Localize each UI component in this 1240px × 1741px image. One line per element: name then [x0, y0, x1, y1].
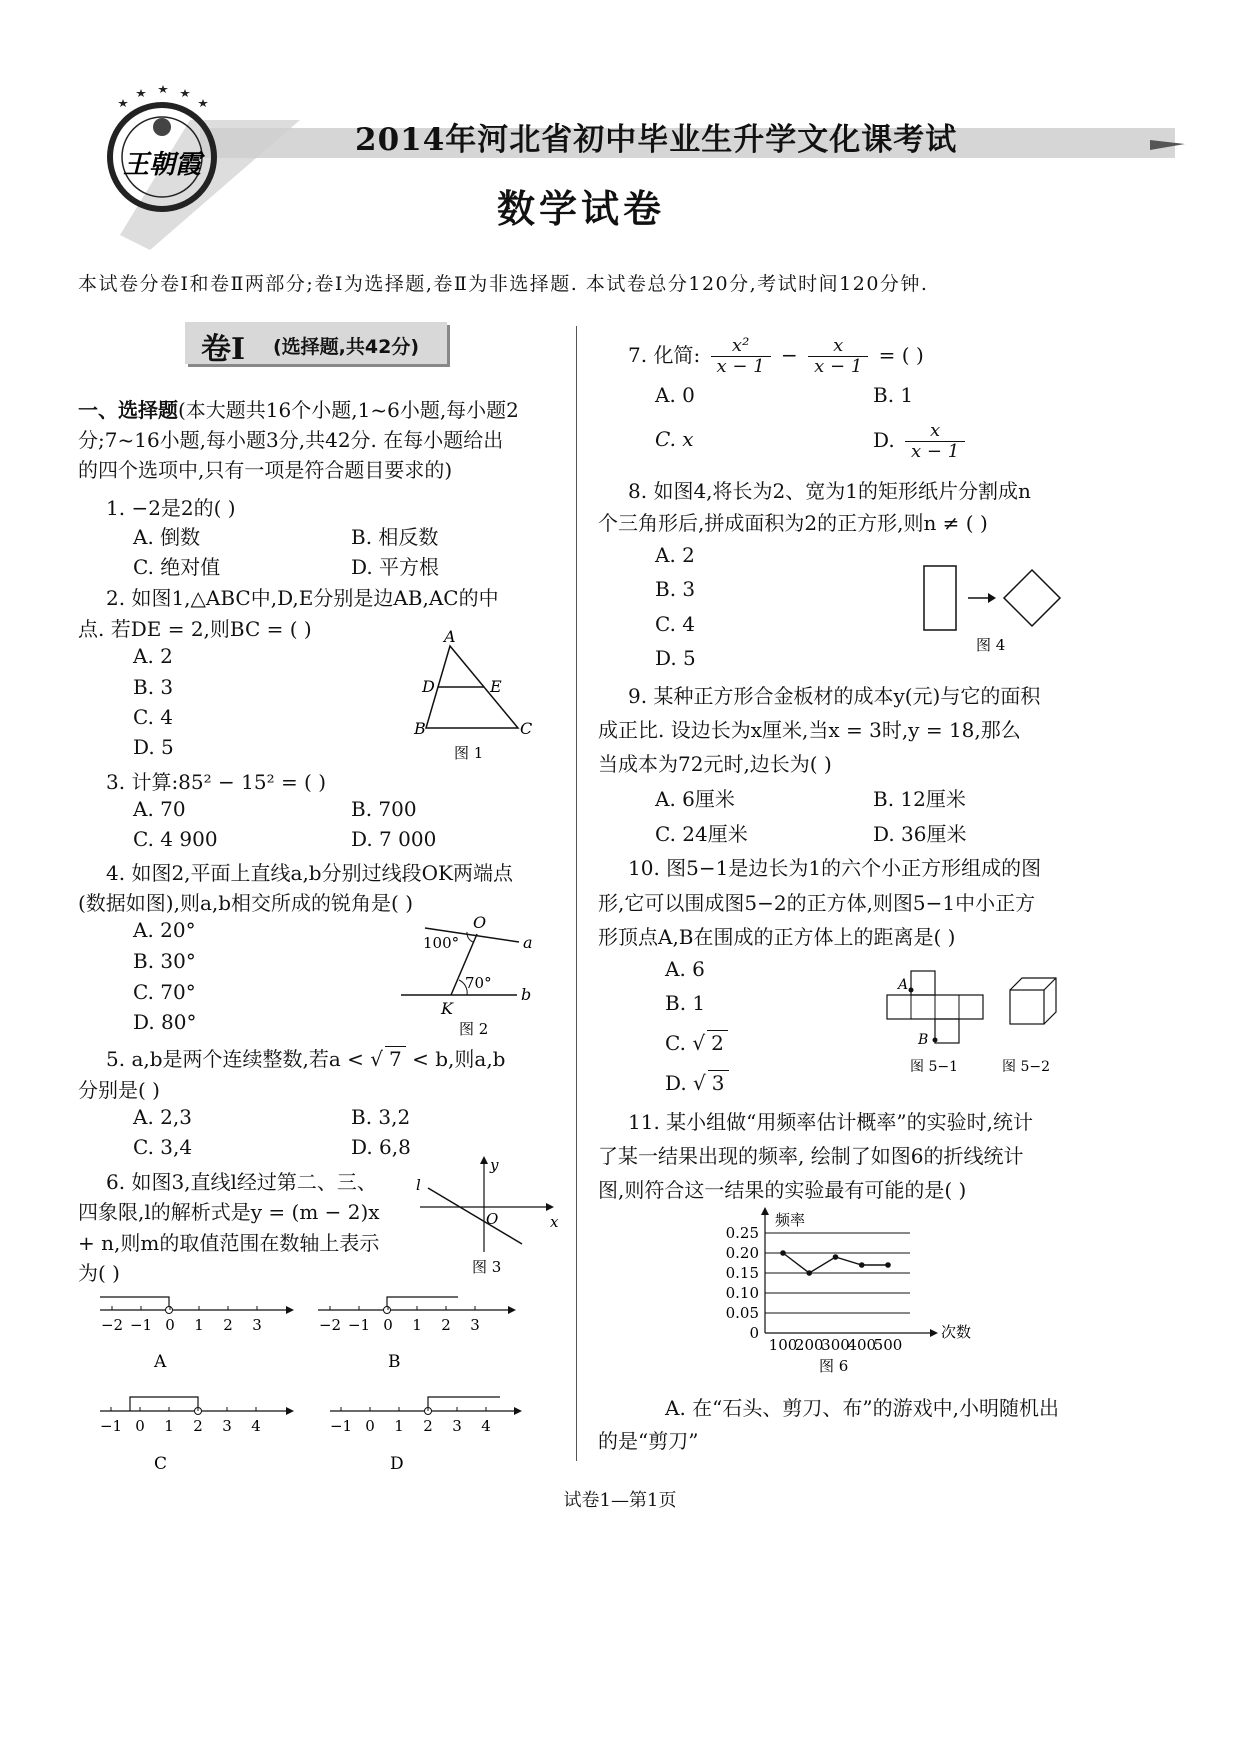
q10-option-c-label: C.: [665, 1031, 686, 1055]
q4-option-c[interactable]: C. 70°: [133, 980, 196, 1004]
fig2-caption: 图 2: [459, 1020, 489, 1038]
fig1-label-d: D: [422, 677, 435, 696]
q11-stem-2: 了某一结果出现的频率, 绘制了如图6的折线统计: [598, 1144, 1024, 1168]
q7-stem-pre: 7. 化简:: [628, 343, 701, 367]
chart-x-tick-label: 200: [794, 1336, 824, 1354]
q5-option-d[interactable]: D. 6,8: [351, 1135, 411, 1159]
q2-stem-2: 点. 若DE = 2,则BC = ( ): [78, 617, 312, 641]
q3-option-c[interactable]: C. 4 900: [133, 827, 218, 851]
number-line-b-tick-label: 0: [383, 1316, 393, 1334]
number-line-d[interactable]: [330, 1397, 522, 1415]
fig3-label-o: O: [486, 1210, 499, 1228]
q10-option-d-radicand: 3: [708, 1070, 729, 1095]
column-divider: [576, 326, 577, 1461]
chart-x-tick-label: 500: [873, 1336, 903, 1354]
q5-stem-post: < b,则a,b: [412, 1047, 506, 1071]
q5-option-a[interactable]: A. 2,3: [133, 1105, 192, 1129]
number-line-b-tick-label: 1: [412, 1316, 422, 1334]
number-line-c-tick-label: 1: [164, 1417, 174, 1435]
part-desc-2: 分;7~16小题,每小题3分,共42分. 在每小题给出: [78, 428, 504, 452]
number-line-a-tick-label: 3: [252, 1316, 262, 1334]
fig3-caption: 图 3: [472, 1258, 502, 1276]
fig2-label-o: O: [473, 913, 487, 932]
q8-option-d[interactable]: D. 5: [655, 646, 696, 670]
number-line-b-tick-label: 3: [470, 1316, 480, 1334]
q7-stem: [628, 333, 924, 377]
section-banner: [185, 322, 447, 367]
chart-x-tick-label: 100: [768, 1336, 798, 1354]
chart-data-point: [885, 1262, 891, 1268]
chart-y-label: 频率: [775, 1211, 806, 1229]
number-line-d-tick-label: 0: [365, 1417, 375, 1435]
number-line-a-tick-label: 2: [223, 1316, 233, 1334]
q7-option-b[interactable]: B. 1: [873, 383, 914, 407]
q3-option-a[interactable]: A. 70: [133, 797, 186, 821]
number-line-b-tick-label: 2: [441, 1316, 451, 1334]
part-desc-1: (本大题共16个小题,1~6小题,每小题2: [178, 398, 519, 422]
q8-option-a[interactable]: A. 2: [655, 543, 695, 567]
chart-y-axis-arrow: [761, 1207, 769, 1215]
q5-stem-2: 分别是( ): [78, 1078, 160, 1102]
fig3-label-x: x: [550, 1213, 559, 1231]
q7-option-d-label: D.: [873, 428, 895, 452]
number-line-b-tick-label: −1: [347, 1316, 371, 1334]
sqrt-sign: √: [370, 1047, 384, 1071]
q7-fraction-1: $\frac{\text{x²}}{x - 1}$: [711, 336, 771, 377]
number-line-b[interactable]: [318, 1297, 516, 1314]
q10-option-c[interactable]: [665, 1030, 728, 1055]
q7-option-c[interactable]: C. x: [655, 427, 694, 451]
chart-y-tick-label: 0.15: [725, 1264, 759, 1282]
logo-seal: [100, 85, 225, 215]
chart-title: 图 6: [819, 1357, 849, 1375]
q7-option-d[interactable]: [873, 418, 969, 462]
q1-option-b[interactable]: B. 相反数: [351, 525, 439, 549]
fig5-label-a: A: [898, 977, 909, 993]
number-line-a[interactable]: [100, 1297, 294, 1314]
chart-data-point: [859, 1262, 865, 1268]
section-subtitle: (选择题,共42分): [273, 336, 420, 358]
q7-minus: −: [781, 343, 798, 367]
q2-option-d[interactable]: D. 5: [133, 735, 174, 759]
q5-stem-1: [106, 1043, 505, 1072]
q6-stem-1: 6. 如图3,直线l经过第二、三、: [106, 1170, 377, 1194]
svg-text:王朝霞: 王朝霞: [122, 150, 202, 180]
chart-x-label: 次数: [941, 1323, 972, 1341]
q9-option-c[interactable]: C. 24厘米: [655, 822, 748, 846]
fig1-label-c: C: [520, 719, 533, 738]
page-footer: 试卷1—第1页: [563, 1490, 677, 1511]
q4-option-d[interactable]: D. 80°: [133, 1010, 197, 1034]
q1-option-c[interactable]: C. 绝对值: [133, 555, 221, 579]
q3-option-d[interactable]: D. 7 000: [351, 827, 437, 851]
q10-stem-3: 形顶点A,B在围成的正方体上的距离是( ): [598, 925, 956, 949]
figure-6-line-chart: [715, 1205, 1015, 1375]
logo-seal-icon: [100, 85, 225, 215]
q2-option-b[interactable]: B. 3: [133, 675, 174, 699]
q6-stem-3: + n,则m的取值范围在数轴上表示: [78, 1231, 380, 1255]
chart-data-point: [833, 1254, 839, 1260]
section-title: 卷Ⅰ: [201, 332, 246, 367]
q11-stem-3: 图,则符合这一结果的实验最有可能的是( ): [598, 1178, 967, 1202]
q2-option-c[interactable]: C. 4: [133, 705, 174, 729]
fig5-1-caption: 图 5−1: [910, 1059, 958, 1075]
q11-option-a-line-2[interactable]: 的是“剪刀”: [598, 1429, 699, 1453]
number-line-a-tick-label: 1: [194, 1316, 204, 1334]
q6-stem-2: 四象限,l的解析式是y = (m − 2)x: [78, 1200, 380, 1224]
number-line-c-tick-label: 0: [135, 1417, 145, 1435]
part-desc-3: 的四个选项中,只有一项是符合题目要求的): [78, 458, 453, 482]
number-line-d-tick-label: 2: [423, 1417, 433, 1435]
figure-1-triangle: [410, 628, 540, 768]
q6-option-c-label: C: [154, 1454, 168, 1474]
fig1-caption: 图 1: [454, 744, 484, 762]
number-line-c-tick-label: 2: [193, 1417, 203, 1435]
q1-option-a[interactable]: A. 倒数: [133, 525, 201, 549]
instructions: 本试卷分卷Ⅰ和卷Ⅱ两部分;卷Ⅰ为选择题,卷Ⅱ为非选择题. 本试卷总分120分,考试时间120分钟.: [78, 273, 929, 295]
fig5-label-b: B: [918, 1032, 929, 1048]
fig2-label-k: K: [441, 999, 453, 1018]
q5-stem-pre: 5. a,b是两个连续整数,若a <: [106, 1047, 364, 1071]
q8-option-c[interactable]: C. 4: [655, 612, 696, 636]
fig2-angle-100: 100°: [423, 934, 460, 952]
chart-data-point: [806, 1270, 812, 1276]
chart-y-tick-label: 0.25: [725, 1224, 759, 1242]
number-line-d-tick-label: 4: [481, 1417, 491, 1435]
q10-option-b[interactable]: B. 1: [665, 991, 706, 1015]
fig2-label-b: b: [521, 985, 532, 1004]
number-line-d-tick-label: 3: [452, 1417, 462, 1435]
q3-stem: 3. 计算:85² − 15² = ( ): [106, 770, 327, 794]
fig4-caption: 图 4: [976, 636, 1006, 654]
chart-y-tick-label: 0.10: [725, 1284, 759, 1302]
q8-stem-1: 8. 如图4,将长为2、宽为1的矩形纸片分割成n: [628, 479, 1031, 503]
q6-number-lines: [90, 1285, 550, 1475]
sqrt-sign: √: [692, 1031, 706, 1055]
q6-option-a-label: A: [154, 1352, 167, 1372]
sqrt-sign: √: [693, 1071, 706, 1095]
number-line-c-tick-label: 3: [222, 1417, 232, 1435]
q4-stem-1: 4. 如图2,平面上直线a,b分别过线段OK两端点: [106, 861, 513, 885]
fig1-label-e: E: [490, 677, 502, 696]
number-line-c-tick-label: −1: [99, 1417, 123, 1435]
q9-stem-1: 9. 某种正方形合金板材的成本y(元)与它的面积: [628, 684, 1041, 708]
chart-y-tick-label: 0: [749, 1324, 759, 1342]
q3-option-b[interactable]: B. 700: [351, 797, 417, 821]
chart-y-tick-label: 0.20: [725, 1244, 759, 1262]
number-line-d-tick-label: −1: [329, 1417, 353, 1435]
q2-option-a[interactable]: A. 2: [133, 644, 173, 668]
q5-option-b[interactable]: B. 3,2: [351, 1105, 411, 1129]
q7-option-d-fraction: $\frac{x}{x - 1}$: [905, 421, 965, 462]
chart-x-tick-label: 400: [847, 1336, 877, 1354]
fig1-label-a: A: [444, 628, 456, 646]
subject-title: 数学试卷: [497, 186, 666, 231]
q1-option-d[interactable]: D. 平方根: [351, 555, 440, 579]
figure-3-axes: [410, 1152, 560, 1280]
q8-option-b[interactable]: B. 3: [655, 577, 696, 601]
q10-option-d-label: D.: [665, 1071, 687, 1095]
q10-option-c-radicand: 2: [707, 1030, 728, 1055]
q9-option-d[interactable]: D. 36厘米: [873, 822, 967, 846]
q10-option-d[interactable]: [665, 1070, 729, 1095]
number-line-a-tick-label: −1: [129, 1316, 153, 1334]
q7-stem-post: = ( ): [878, 343, 924, 367]
fig1-label-b: B: [414, 719, 426, 738]
q2-stem-1: 2. 如图1,△ABC中,D,E分别是边AB,AC的中: [106, 586, 499, 610]
fig5-2-caption: 图 5−2: [1002, 1059, 1050, 1075]
q9-option-a[interactable]: A. 6厘米: [655, 787, 735, 811]
q7-option-a[interactable]: A. 0: [655, 383, 695, 407]
q9-stem-2: 成正比. 设边长为x厘米,当x = 3时,y = 18,那么: [598, 718, 1021, 742]
fig2-angle-70: 70°: [465, 974, 492, 992]
q4-option-a[interactable]: A. 20°: [133, 918, 196, 942]
chart-y-tick-label: 0.05: [725, 1304, 759, 1322]
figure-5-cube-net: [880, 968, 1080, 1078]
q6-option-b-label: B: [388, 1352, 401, 1372]
q9-option-b[interactable]: B. 12厘米: [873, 787, 966, 811]
chart-x-tick-label: 300: [821, 1336, 850, 1354]
q1-stem: 1. −2是2的( ): [106, 496, 236, 520]
figure-2-lines: [395, 910, 545, 1040]
q7-fraction-2: $\frac{x}{x - 1}$: [808, 336, 868, 377]
q10-stem-1: 10. 图5−1是边长为1的六个小正方形组成的图: [628, 856, 1042, 880]
q4-stem-2: (数据如图),则a,b相交所成的锐角是( ): [78, 891, 414, 915]
q10-stem-2: 形,它可以围成图5−2的正方体,则图5−1中小正方: [598, 891, 1036, 915]
chart-x-axis-arrow: [930, 1329, 938, 1337]
figure-4-rect-to-square: [920, 562, 1070, 657]
number-line-c[interactable]: [100, 1397, 294, 1415]
q11-option-a-line-1[interactable]: A. 在“石头、剪刀、布”的游戏中,小明随机出: [665, 1396, 1059, 1420]
number-line-b-tick-label: −2: [318, 1316, 342, 1334]
number-line-a-tick-label: −2: [100, 1316, 124, 1334]
fig3-label-y: y: [490, 1156, 499, 1174]
fig3-label-l: l: [416, 1176, 421, 1194]
number-line-d-tick-label: 1: [394, 1417, 404, 1435]
number-line-c-tick-label: 4: [251, 1417, 261, 1435]
q11-stem-1: 11. 某小组做“用频率估计概率”的实验时,统计: [628, 1110, 1033, 1134]
q6-option-d-label: D: [390, 1454, 404, 1474]
q5-radicand: 7: [385, 1046, 406, 1071]
q5-option-c[interactable]: C. 3,4: [133, 1135, 193, 1159]
part-heading: 一、选择题: [78, 398, 178, 422]
q4-option-b[interactable]: B. 30°: [133, 949, 196, 973]
q6-stem-4: 为( ): [78, 1261, 120, 1285]
exam-title: 2014年河北省初中毕业生升学文化课考试: [355, 122, 958, 158]
q10-option-a[interactable]: A. 6: [665, 957, 705, 981]
part-instructions: [78, 396, 519, 484]
q8-stem-2: 个三角形后,拼成面积为2的正方形,则n ≠ ( ): [598, 511, 988, 535]
q9-stem-3: 当成本为72元时,边长为( ): [598, 752, 832, 776]
fig2-label-a: a: [523, 933, 533, 952]
number-line-a-tick-label: 0: [165, 1316, 175, 1334]
chart-data-point: [780, 1250, 786, 1256]
